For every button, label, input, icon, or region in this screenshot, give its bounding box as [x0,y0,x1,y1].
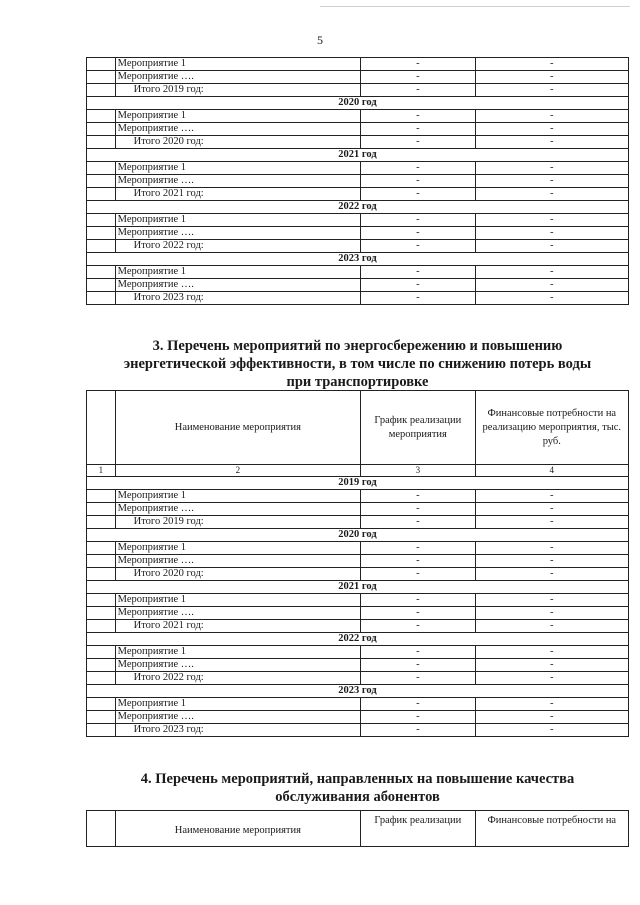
table-row [87,227,629,240]
row-number-cell [87,123,116,136]
activity-name: Мероприятие …. [115,175,360,188]
financing-cell: - [475,292,628,305]
activity-name: Мероприятие 1 [115,698,360,711]
year-label: 2023 год [87,253,629,266]
total-label: Итого 2022 год: [115,672,360,685]
table-row [87,123,629,136]
row-number-cell [87,490,116,503]
total-label: Итого 2019 год: [115,516,360,529]
year-label: 2020 год [87,97,629,110]
financing-cell: - [475,568,628,581]
row-number-cell [87,84,116,97]
year-label: 2020 год [87,529,629,542]
year-row [87,633,629,646]
column-number: 4 [475,465,628,477]
table-row [87,646,629,659]
row-number-cell [87,672,116,685]
financing-cell: - [475,698,628,711]
total-label: Итого 2019 год: [115,84,360,97]
schedule-cell: - [361,58,476,71]
year-row [87,685,629,698]
section3-heading-line: энергетической эффективности, в том числе по снижению потерь воды [123,356,592,372]
table-row [87,279,629,292]
financing-cell: - [475,490,628,503]
section3-heading [86,337,629,391]
year-label: 2021 год [87,581,629,594]
row-number-cell [87,136,116,149]
row-number-cell [87,724,116,737]
total-label: Итого 2023 год: [115,292,360,305]
total-label: Итого 2020 год: [115,136,360,149]
year-label: 2022 год [87,201,629,214]
schedule-cell: - [361,724,476,737]
activity-name: Мероприятие …. [115,227,360,240]
year-label: 2022 год [87,633,629,646]
year-row [87,253,629,266]
row-number-cell [87,279,116,292]
table-row [87,542,629,555]
activity-name: Мероприятие 1 [115,214,360,227]
total-row [87,84,629,97]
financing-cell: - [475,516,628,529]
financing-cell: - [475,175,628,188]
financing-cell: - [475,503,628,516]
row-number-cell [87,71,116,84]
table-row [87,503,629,516]
page-number: 5 [317,33,323,47]
section3-heading-line: 3. Перечень мероприятий по энергосбережению и повышению [152,338,563,354]
year-row [87,201,629,214]
table-row [87,490,629,503]
schedule-cell: - [361,84,476,97]
activity-name: Мероприятие …. [115,503,360,516]
header-col1 [87,391,116,465]
total-label: Итого 2020 год: [115,568,360,581]
row-number-cell [87,266,116,279]
schedule-cell: - [361,555,476,568]
header-col3: График реализации мероприятия [361,391,476,465]
activity-name: Мероприятие 1 [115,646,360,659]
schedule-cell: - [361,607,476,620]
total-row [87,240,629,253]
year-label: 2021 год [87,149,629,162]
financing-cell: - [475,266,628,279]
column-number: 2 [115,465,360,477]
table-row [87,659,629,672]
header-col4: Финансовые потребности на реализацию мероприятия, тыс. руб. [475,391,628,465]
row-number-cell [87,240,116,253]
table-row [87,607,629,620]
table-row [87,698,629,711]
total-row [87,136,629,149]
activity-name: Мероприятие …. [115,279,360,292]
section4-table [86,810,629,847]
financing-cell: - [475,711,628,724]
year-row [87,529,629,542]
financing-cell: - [475,724,628,737]
financing-cell: - [475,594,628,607]
table-header-row [87,811,629,847]
activity-name: Мероприятие …. [115,123,360,136]
schedule-cell: - [361,672,476,685]
row-number-cell [87,110,116,123]
total-label: Итого 2023 год: [115,724,360,737]
financing-cell: - [475,279,628,292]
header-col3: График реализации [361,811,476,847]
financing-cell: - [475,71,628,84]
header-col2: Наименование мероприятия [115,391,360,465]
activity-name: Мероприятие …. [115,555,360,568]
schedule-cell: - [361,188,476,201]
activity-name: Мероприятие 1 [115,266,360,279]
financing-cell: - [475,659,628,672]
total-row [87,724,629,737]
financing-cell: - [475,84,628,97]
row-number-cell [87,516,116,529]
financing-cell: - [475,58,628,71]
table-row [87,555,629,568]
activity-name: Мероприятие …. [115,71,360,84]
year-label: 2019 год [87,477,629,490]
schedule-cell: - [361,490,476,503]
row-number-cell [87,227,116,240]
financing-cell: - [475,110,628,123]
table-row [87,58,629,71]
section3-table [86,390,629,737]
activity-name: Мероприятие 1 [115,58,360,71]
financing-cell: - [475,542,628,555]
row-number-cell [87,594,116,607]
section4-heading-line: 4. Перечень мероприятий, направленных на повышение качества [140,771,575,787]
activity-name: Мероприятие 1 [115,490,360,503]
header-col4: Финансовые потребности на [475,811,628,847]
schedule-cell: - [361,123,476,136]
row-number-cell [87,698,116,711]
schedule-cell: - [361,292,476,305]
row-number-cell [87,620,116,633]
table-row [87,266,629,279]
year-row [87,581,629,594]
schedule-cell: - [361,162,476,175]
financing-cell: - [475,227,628,240]
financing-cell: - [475,136,628,149]
scan-top-edge [320,6,630,7]
schedule-cell: - [361,266,476,279]
schedule-cell: - [361,136,476,149]
financing-cell: - [475,162,628,175]
schedule-cell: - [361,620,476,633]
section3-heading-line: при транспортировке [286,374,429,390]
table-row [87,711,629,724]
schedule-cell: - [361,698,476,711]
financing-cell: - [475,672,628,685]
table-row [87,175,629,188]
schedule-cell: - [361,214,476,227]
row-number-cell [87,292,116,305]
schedule-cell: - [361,227,476,240]
financing-cell: - [475,646,628,659]
section4-heading [86,770,629,806]
activity-name: Мероприятие 1 [115,162,360,175]
section4-heading-line: обслуживания абонентов [275,789,440,805]
row-number-cell [87,503,116,516]
financing-cell: - [475,123,628,136]
total-row [87,672,629,685]
activity-name: Мероприятие 1 [115,542,360,555]
activity-name: Мероприятие …. [115,659,360,672]
financing-cell: - [475,607,628,620]
schedule-cell: - [361,568,476,581]
row-number-cell [87,162,116,175]
schedule-cell: - [361,240,476,253]
activity-name: Мероприятие 1 [115,110,360,123]
schedule-cell: - [361,110,476,123]
total-label: Итого 2021 год: [115,188,360,201]
financing-cell: - [475,620,628,633]
column-number: 1 [87,465,116,477]
table-row [87,594,629,607]
row-number-cell [87,175,116,188]
activity-name: Мероприятие …. [115,607,360,620]
activity-name: Мероприятие 1 [115,594,360,607]
year-row [87,477,629,490]
header-col2: Наименование мероприятия [115,811,360,847]
schedule-cell: - [361,711,476,724]
table-continued [86,57,629,305]
total-label: Итого 2022 год: [115,240,360,253]
schedule-cell: - [361,175,476,188]
total-row [87,292,629,305]
financing-cell: - [475,188,628,201]
column-numbers-row [87,465,629,477]
schedule-cell: - [361,503,476,516]
table-row [87,162,629,175]
total-row [87,516,629,529]
row-number-cell [87,542,116,555]
schedule-cell: - [361,279,476,292]
year-row [87,97,629,110]
table-row [87,110,629,123]
total-row [87,188,629,201]
year-label: 2023 год [87,685,629,698]
row-number-cell [87,607,116,620]
total-row [87,620,629,633]
column-number: 3 [361,465,476,477]
financing-cell: - [475,240,628,253]
table-row [87,71,629,84]
row-number-cell [87,659,116,672]
total-label: Итого 2021 год: [115,620,360,633]
schedule-cell: - [361,594,476,607]
total-row [87,568,629,581]
row-number-cell [87,568,116,581]
financing-cell: - [475,214,628,227]
activity-name: Мероприятие …. [115,711,360,724]
row-number-cell [87,58,116,71]
table-header-row [87,391,629,465]
schedule-cell: - [361,542,476,555]
row-number-cell [87,646,116,659]
schedule-cell: - [361,71,476,84]
row-number-cell [87,555,116,568]
row-number-cell [87,188,116,201]
schedule-cell: - [361,516,476,529]
year-row [87,149,629,162]
financing-cell: - [475,555,628,568]
row-number-cell [87,214,116,227]
schedule-cell: - [361,646,476,659]
header-col1 [87,811,116,847]
schedule-cell: - [361,659,476,672]
row-number-cell [87,711,116,724]
table-row [87,214,629,227]
